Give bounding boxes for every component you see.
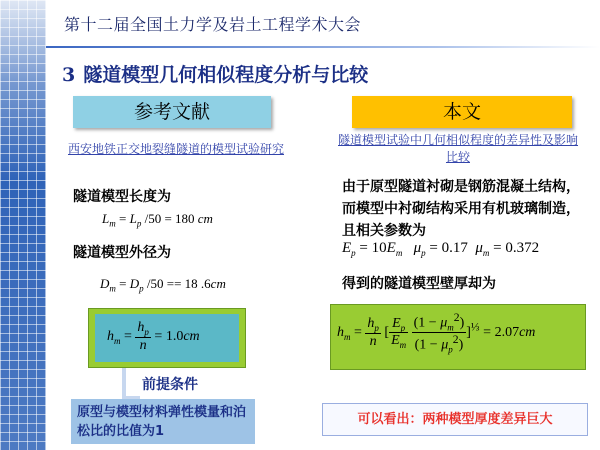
modulus-ratio: 10 [371,240,387,256]
length-scale: 50 [148,211,162,226]
result-label: 得到的隧道模型壁厚却为 [342,276,496,292]
thickness-unit-right: cm [519,325,536,341]
diameter-result: 18 .6 [184,276,211,291]
connector-line [122,368,126,398]
thickness-formula-box-right [330,304,586,370]
thickness-formula-right: $h_m$ = $\frac{h_p}{n}$ [ $\frac{E_p}{E_m}$ $\frac{(1 - \mu_m^2)}{(1 - \mu_p^2)}$ ]$^{\frac{1}{3}}$ = 2.07cm [337,311,536,355]
thickness-formula-box [95,314,239,362]
reference-paper-link[interactable]: 西安地铁正交地裂缝隧道的模型试验研究 [67,142,284,156]
conference-title: 第十二届全国土力学及岩土工程学术大会 [64,15,362,34]
this-paper-tab: 本文 [352,96,572,128]
length-result: 180 [175,211,195,226]
decorative-grid-fade [0,0,46,450]
thickness-formula: $h_m$ = $\frac{h_p}{n}$ = 1.0cm [107,320,200,353]
this-paper-link[interactable]: 隧道模型试验中几何相似程度的差异性及影响比较 [338,133,579,164]
section-heading [62,60,368,87]
diameter-label: 隧道模型外径为 [73,245,171,261]
mu-p-value: 0.17 [441,240,468,256]
conclusion-box: 可以看出：两种模型厚度差异巨大 [322,403,588,436]
thickness-unit-left: cm [183,329,200,345]
section-title: 隧道模型几何相似程度分析与比较 [83,64,369,86]
section-number: 3 [62,64,76,86]
diameter-formula: $D_m = D_p$ /50 == 18 .6cm [100,276,226,294]
length-label: 隧道模型长度为 [73,189,171,205]
length-unit: cm [197,211,213,226]
reference-tab: 参考文献 [73,96,271,128]
thickness-result-left: 1.0 [165,329,184,345]
premise-label: 前提条件 [142,377,198,393]
description-paragraph: 由于原型隧道衬砌是钢筋混凝土结构，而模型中衬砌结构采用有机玻璃制造，且相关参数为 [342,179,580,239]
diameter-unit: cm [210,276,226,291]
parameters-formula: $E_p = 10E_m$ $\mu_p = 0.17$ $\mu_m = 0.372$ [342,240,540,258]
premise-box: 原型与模型材料弹性模量和泊松比的比值为1 [71,399,255,444]
thickness-result-right: 2.07 [494,325,520,341]
length-formula: $L_m = L_p$ /50 = 180 cm [102,211,213,229]
diameter-scale: 50 [150,276,164,291]
header-divider [46,46,600,48]
mu-m-value: 0.372 [505,240,540,256]
